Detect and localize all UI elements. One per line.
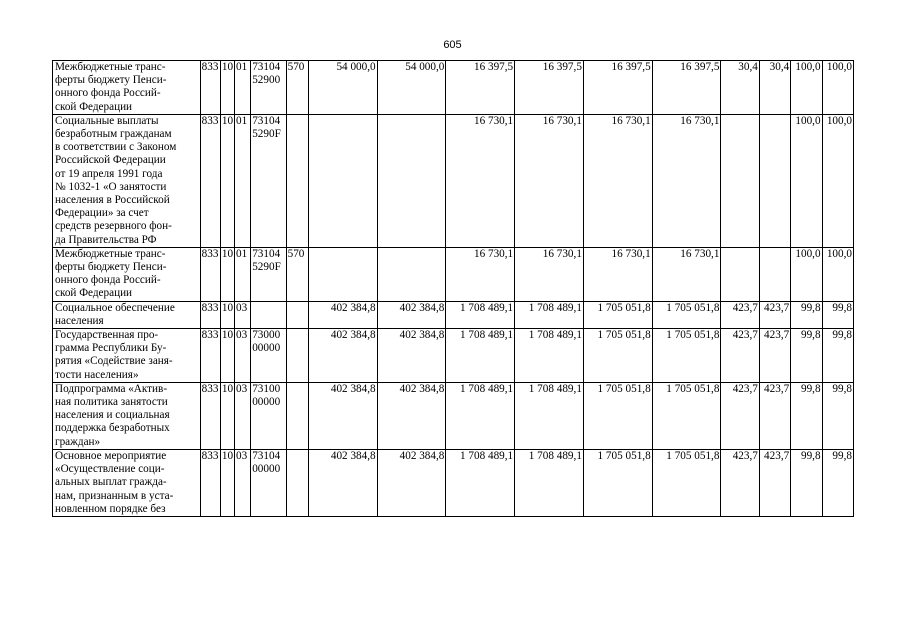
cell-pct-initial: 423,7 (721, 382, 759, 449)
table-body (53, 61, 854, 517)
row-name-line: «Осуществление соци- (55, 463, 165, 476)
cell-plan-revised: 1 708 489,1 (446, 301, 515, 328)
cell-pct-initial-2 (759, 114, 790, 247)
cell-plan-revised: 16 730,1 (446, 247, 515, 301)
row-name-line: населения (55, 314, 104, 327)
cell-gov-code: 833 (200, 61, 220, 115)
row-name-line: поддержка безработных (55, 422, 170, 435)
cell-plan-initial-2 (377, 247, 446, 301)
cell-plan-revised-2: 16 730,1 (515, 247, 584, 301)
row-name-line: грамма Республики Бу- (55, 342, 167, 355)
cell-target-article: 73104 00000 (251, 449, 286, 516)
cell-plan-initial: 402 384,8 (308, 301, 377, 328)
cell-gov-code: 833 (200, 301, 220, 328)
page-number: 605 (443, 39, 462, 51)
row-name-line: онного фонда Россий- (55, 274, 161, 287)
cell-expense-type (286, 301, 308, 328)
row-name-line: Межбюджетные транс- (55, 247, 166, 260)
cell-plan-revised-2: 1 708 489,1 (515, 382, 584, 449)
row-name-line: новленном порядке без (55, 502, 166, 515)
row-name-line: Федерации» за счет (55, 207, 149, 220)
cell-expense-type: 570 (286, 61, 308, 115)
row-name-line: в соответствии с Законом (55, 141, 177, 154)
cell-pct-revised: 100,0 (791, 61, 822, 115)
row-name-line: ской Федерации (55, 287, 133, 300)
cell-plan-revised: 1 708 489,1 (446, 449, 515, 516)
cell-executed: 16 730,1 (583, 247, 652, 301)
row-name-line: Государственная про- (55, 329, 159, 342)
cell-pct-revised: 99,8 (791, 382, 822, 449)
row-name-line: ная политика занятости (55, 396, 168, 409)
cell-subsection: 01 (235, 247, 251, 301)
cell-plan-initial (308, 247, 377, 301)
cell-plan-revised: 16 730,1 (446, 114, 515, 247)
cell-executed-2: 16 397,5 (652, 61, 721, 115)
cell-pct-revised-2: 100,0 (822, 247, 853, 301)
cell-plan-initial-2: 402 384,8 (377, 449, 446, 516)
cell-target-article: 73000 00000 (251, 329, 286, 383)
cell-pct-initial-2: 423,7 (759, 449, 790, 516)
cell-expense-type (286, 329, 308, 383)
row-name-cell (53, 247, 201, 301)
row-name-cell (53, 61, 201, 115)
cell-executed-2: 16 730,1 (652, 247, 721, 301)
cell-plan-initial: 402 384,8 (308, 449, 377, 516)
row-name-line: рятия «Содействие заня- (55, 355, 173, 368)
row-name-line: населения и социальная (55, 409, 170, 422)
cell-target-article: 73104 5290F (251, 114, 286, 247)
row-name-line: безработным гражданам (55, 128, 172, 141)
table-row (53, 247, 854, 301)
cell-plan-initial (308, 114, 377, 247)
cell-executed-2: 1 705 051,8 (652, 382, 721, 449)
cell-executed-2: 1 705 051,8 (652, 329, 721, 383)
cell-section: 10 (220, 301, 234, 328)
cell-executed: 1 705 051,8 (583, 382, 652, 449)
row-name-line: онного фонда Россий- (55, 87, 161, 100)
row-name-line: от 19 апреля 1991 года (55, 167, 163, 180)
cell-subsection: 01 (235, 61, 251, 115)
cell-executed: 1 705 051,8 (583, 301, 652, 328)
row-name-cell (53, 382, 201, 449)
cell-plan-initial-2: 402 384,8 (377, 329, 446, 383)
row-name-cell (53, 301, 201, 328)
cell-section: 10 (220, 382, 234, 449)
cell-expense-type (286, 114, 308, 247)
cell-gov-code: 833 (200, 114, 220, 247)
cell-subsection: 01 (235, 114, 251, 247)
cell-executed-2: 16 730,1 (652, 114, 721, 247)
budget-table (52, 60, 854, 517)
cell-subsection: 03 (235, 329, 251, 383)
cell-plan-revised-2: 1 708 489,1 (515, 329, 584, 383)
row-name-line: Российской Федерации (55, 154, 166, 167)
cell-plan-revised-2: 1 708 489,1 (515, 449, 584, 516)
cell-target-article (251, 301, 286, 328)
row-name-cell (53, 449, 201, 516)
cell-pct-revised-2: 99,8 (822, 329, 853, 383)
cell-pct-initial (721, 247, 759, 301)
cell-target-article: 73100 00000 (251, 382, 286, 449)
cell-executed: 1 705 051,8 (583, 329, 652, 383)
table-row (53, 301, 854, 328)
row-name-cell (53, 329, 201, 383)
cell-expense-type (286, 382, 308, 449)
cell-executed-2: 1 705 051,8 (652, 301, 721, 328)
row-name-line: средств резервного фон- (55, 220, 172, 233)
cell-expense-type (286, 449, 308, 516)
cell-pct-revised: 99,8 (791, 449, 822, 516)
cell-pct-initial: 423,7 (721, 301, 759, 328)
cell-gov-code: 833 (200, 247, 220, 301)
cell-pct-initial: 423,7 (721, 449, 759, 516)
cell-plan-initial: 402 384,8 (308, 382, 377, 449)
cell-target-article: 73104 5290F (251, 247, 286, 301)
cell-section: 10 (220, 449, 234, 516)
cell-pct-revised: 99,8 (791, 301, 822, 328)
table-row (53, 382, 854, 449)
cell-pct-revised-2: 99,8 (822, 449, 853, 516)
cell-plan-initial-2: 54 000,0 (377, 61, 446, 115)
row-name-line: Социальные выплаты (55, 114, 159, 127)
row-name-line: да Правительства РФ (55, 233, 157, 246)
cell-plan-revised: 1 708 489,1 (446, 382, 515, 449)
cell-plan-initial: 54 000,0 (308, 61, 377, 115)
cell-pct-initial-2: 423,7 (759, 329, 790, 383)
cell-subsection: 03 (235, 301, 251, 328)
table-row (53, 449, 854, 516)
table-row (53, 114, 854, 247)
row-name-line: нам, признанным в уста- (55, 489, 174, 502)
row-name-line: Основное мероприятие (55, 449, 167, 462)
row-name-line: ферты бюджету Пенси- (55, 261, 167, 274)
cell-plan-revised: 16 397,5 (446, 61, 515, 115)
cell-gov-code: 833 (200, 329, 220, 383)
cell-pct-revised: 100,0 (791, 114, 822, 247)
cell-pct-revised-2: 99,8 (822, 382, 853, 449)
cell-plan-initial-2: 402 384,8 (377, 301, 446, 328)
cell-pct-revised-2: 100,0 (822, 61, 853, 115)
row-name-line: ферты бюджету Пенси- (55, 74, 167, 87)
cell-subsection: 03 (235, 449, 251, 516)
row-name-line: № 1032-1 «О занятости (55, 180, 167, 193)
cell-pct-revised: 100,0 (791, 247, 822, 301)
table-row (53, 61, 854, 115)
cell-gov-code: 833 (200, 382, 220, 449)
cell-pct-initial-2 (759, 247, 790, 301)
cell-section: 10 (220, 114, 234, 247)
row-name-line: Подпрограмма «Актив- (55, 382, 168, 395)
cell-plan-revised-2: 16 397,5 (515, 61, 584, 115)
cell-executed: 1 705 051,8 (583, 449, 652, 516)
cell-pct-initial-2: 423,7 (759, 382, 790, 449)
row-name-line: населения в Российской (55, 194, 170, 207)
cell-target-article: 73104 52900 (251, 61, 286, 115)
cell-plan-revised-2: 1 708 489,1 (515, 301, 584, 328)
cell-pct-revised-2: 99,8 (822, 301, 853, 328)
cell-expense-type: 570 (286, 247, 308, 301)
cell-pct-initial: 423,7 (721, 329, 759, 383)
cell-pct-initial-2: 30,4 (759, 61, 790, 115)
cell-pct-revised: 99,8 (791, 329, 822, 383)
row-name-line: Межбюджетные транс- (55, 61, 166, 73)
row-name-line: граждан» (55, 435, 101, 448)
cell-plan-initial-2 (377, 114, 446, 247)
cell-plan-revised: 1 708 489,1 (446, 329, 515, 383)
cell-pct-initial (721, 114, 759, 247)
cell-section: 10 (220, 329, 234, 383)
row-name-line: тости населения» (55, 368, 139, 381)
table-row (53, 329, 854, 383)
cell-subsection: 03 (235, 382, 251, 449)
cell-section: 10 (220, 247, 234, 301)
cell-plan-revised-2: 16 730,1 (515, 114, 584, 247)
cell-executed: 16 397,5 (583, 61, 652, 115)
cell-plan-initial-2: 402 384,8 (377, 382, 446, 449)
row-name-line: ской Федерации (55, 100, 133, 113)
row-name-line: Социальное обеспечение (55, 301, 175, 314)
row-name-line: альных выплат гражда- (55, 476, 167, 489)
cell-pct-initial-2: 423,7 (759, 301, 790, 328)
row-name-cell (53, 114, 201, 247)
cell-pct-initial: 30,4 (721, 61, 759, 115)
cell-section: 10 (220, 61, 234, 115)
cell-gov-code: 833 (200, 449, 220, 516)
cell-plan-initial: 402 384,8 (308, 329, 377, 383)
cell-executed: 16 730,1 (583, 114, 652, 247)
cell-executed-2: 1 705 051,8 (652, 449, 721, 516)
cell-pct-revised-2: 100,0 (822, 114, 853, 247)
